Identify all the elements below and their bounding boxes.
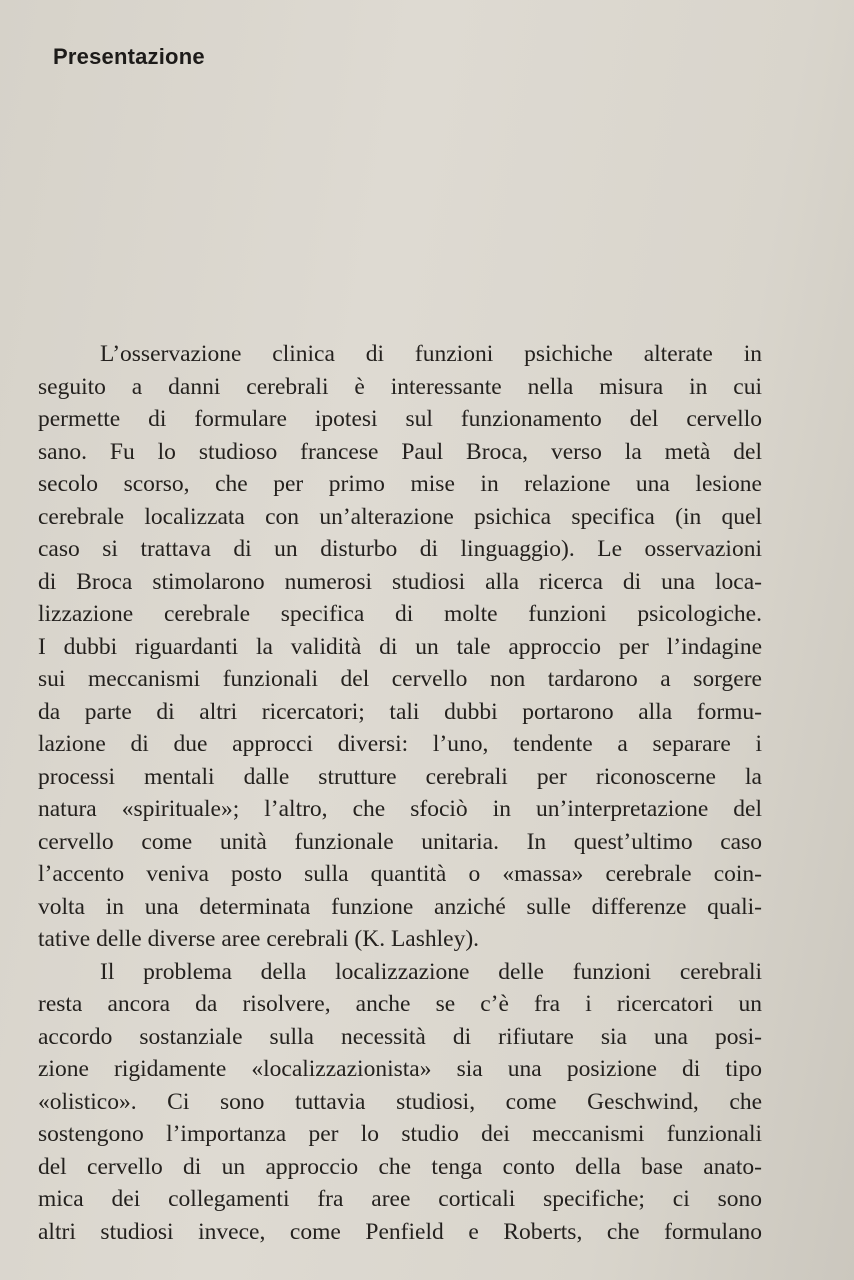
text-line: permette di formulare ipotesi sul funzionamento del cervello xyxy=(38,406,762,432)
text-line: seguito a danni cerebrali è interessante nella misura in cui xyxy=(38,373,762,400)
text-line: da parte di altri ricercatori; tali dubbi portarono alla formu- xyxy=(38,698,762,725)
text-line: lizzazione cerebrale specifica di molte funzioni psicologiche. xyxy=(38,601,762,627)
text-line: secolo scorso, che per primo mise in relazione una lesione xyxy=(38,471,762,497)
text-line: mica dei collegamenti fra aree corticali specifiche; ci sono xyxy=(38,1186,762,1212)
text-line: L’osservazione clinica di funzioni psichiche alterate in xyxy=(100,341,762,367)
text-line: altri studiosi invece, come Penfield e Roberts, che formulano xyxy=(38,1218,762,1245)
text-line: sui meccanismi funzionali del cervello non tardarono a sorgere xyxy=(38,666,762,692)
text-line: del cervello di un approccio che tenga conto della base anato- xyxy=(38,1153,762,1180)
text-line: processi mentali dalle strutture cerebrali per riconoscerne la xyxy=(38,763,762,790)
section-heading: Presentazione xyxy=(53,44,205,69)
text-line: caso si trattava di un disturbo di linguaggio). Le osservazioni xyxy=(38,536,762,562)
text-line: lazione di due approcci diversi: l’uno, tendente a separare i xyxy=(38,731,762,757)
text-line: sostengono l’importanza per lo studio dei meccanismi funzionali xyxy=(38,1121,762,1147)
text-line: zione rigidamente «localizzazionista» sia una posizione di tipo xyxy=(38,1056,762,1082)
text-line: volta in una determinata funzione anziché sulle differenze quali- xyxy=(38,893,762,920)
text-line: resta ancora da risolvere, anche se c’è fra i ricercatori un xyxy=(38,991,762,1017)
text-line: sano. Fu lo studioso francese Paul Broca, verso la metà del xyxy=(38,438,762,465)
text-line: di Broca stimolarono numerosi studiosi alla ricerca di una loca- xyxy=(38,568,762,595)
text-line: tative delle diverse aree cerebrali (K. Lashley). xyxy=(38,926,480,952)
text-line: cervello come unità funzionale unitaria. In quest’ultimo caso xyxy=(38,828,762,855)
text-line: Il problema della localizzazione delle funzioni cerebrali xyxy=(100,958,762,985)
text-line: I dubbi riguardanti la validità di un tale approccio per l’indagine xyxy=(38,633,762,660)
text-line: accordo sostanziale sulla necessità di rifiutare sia una posi- xyxy=(38,1023,762,1050)
body-text xyxy=(38,338,762,1248)
text-line: cerebrale localizzata con un’alterazione psichica specifica (in quel xyxy=(38,503,762,530)
text-line: l’accento veniva posto sulla quantità o «massa» cerebrale coin- xyxy=(38,861,762,887)
text-line: natura «spirituale»; l’altro, che sfociò in un’interpretazione del xyxy=(38,796,762,822)
text-line: «olistico». Ci sono tuttavia studiosi, come Geschwind, che xyxy=(38,1088,762,1115)
